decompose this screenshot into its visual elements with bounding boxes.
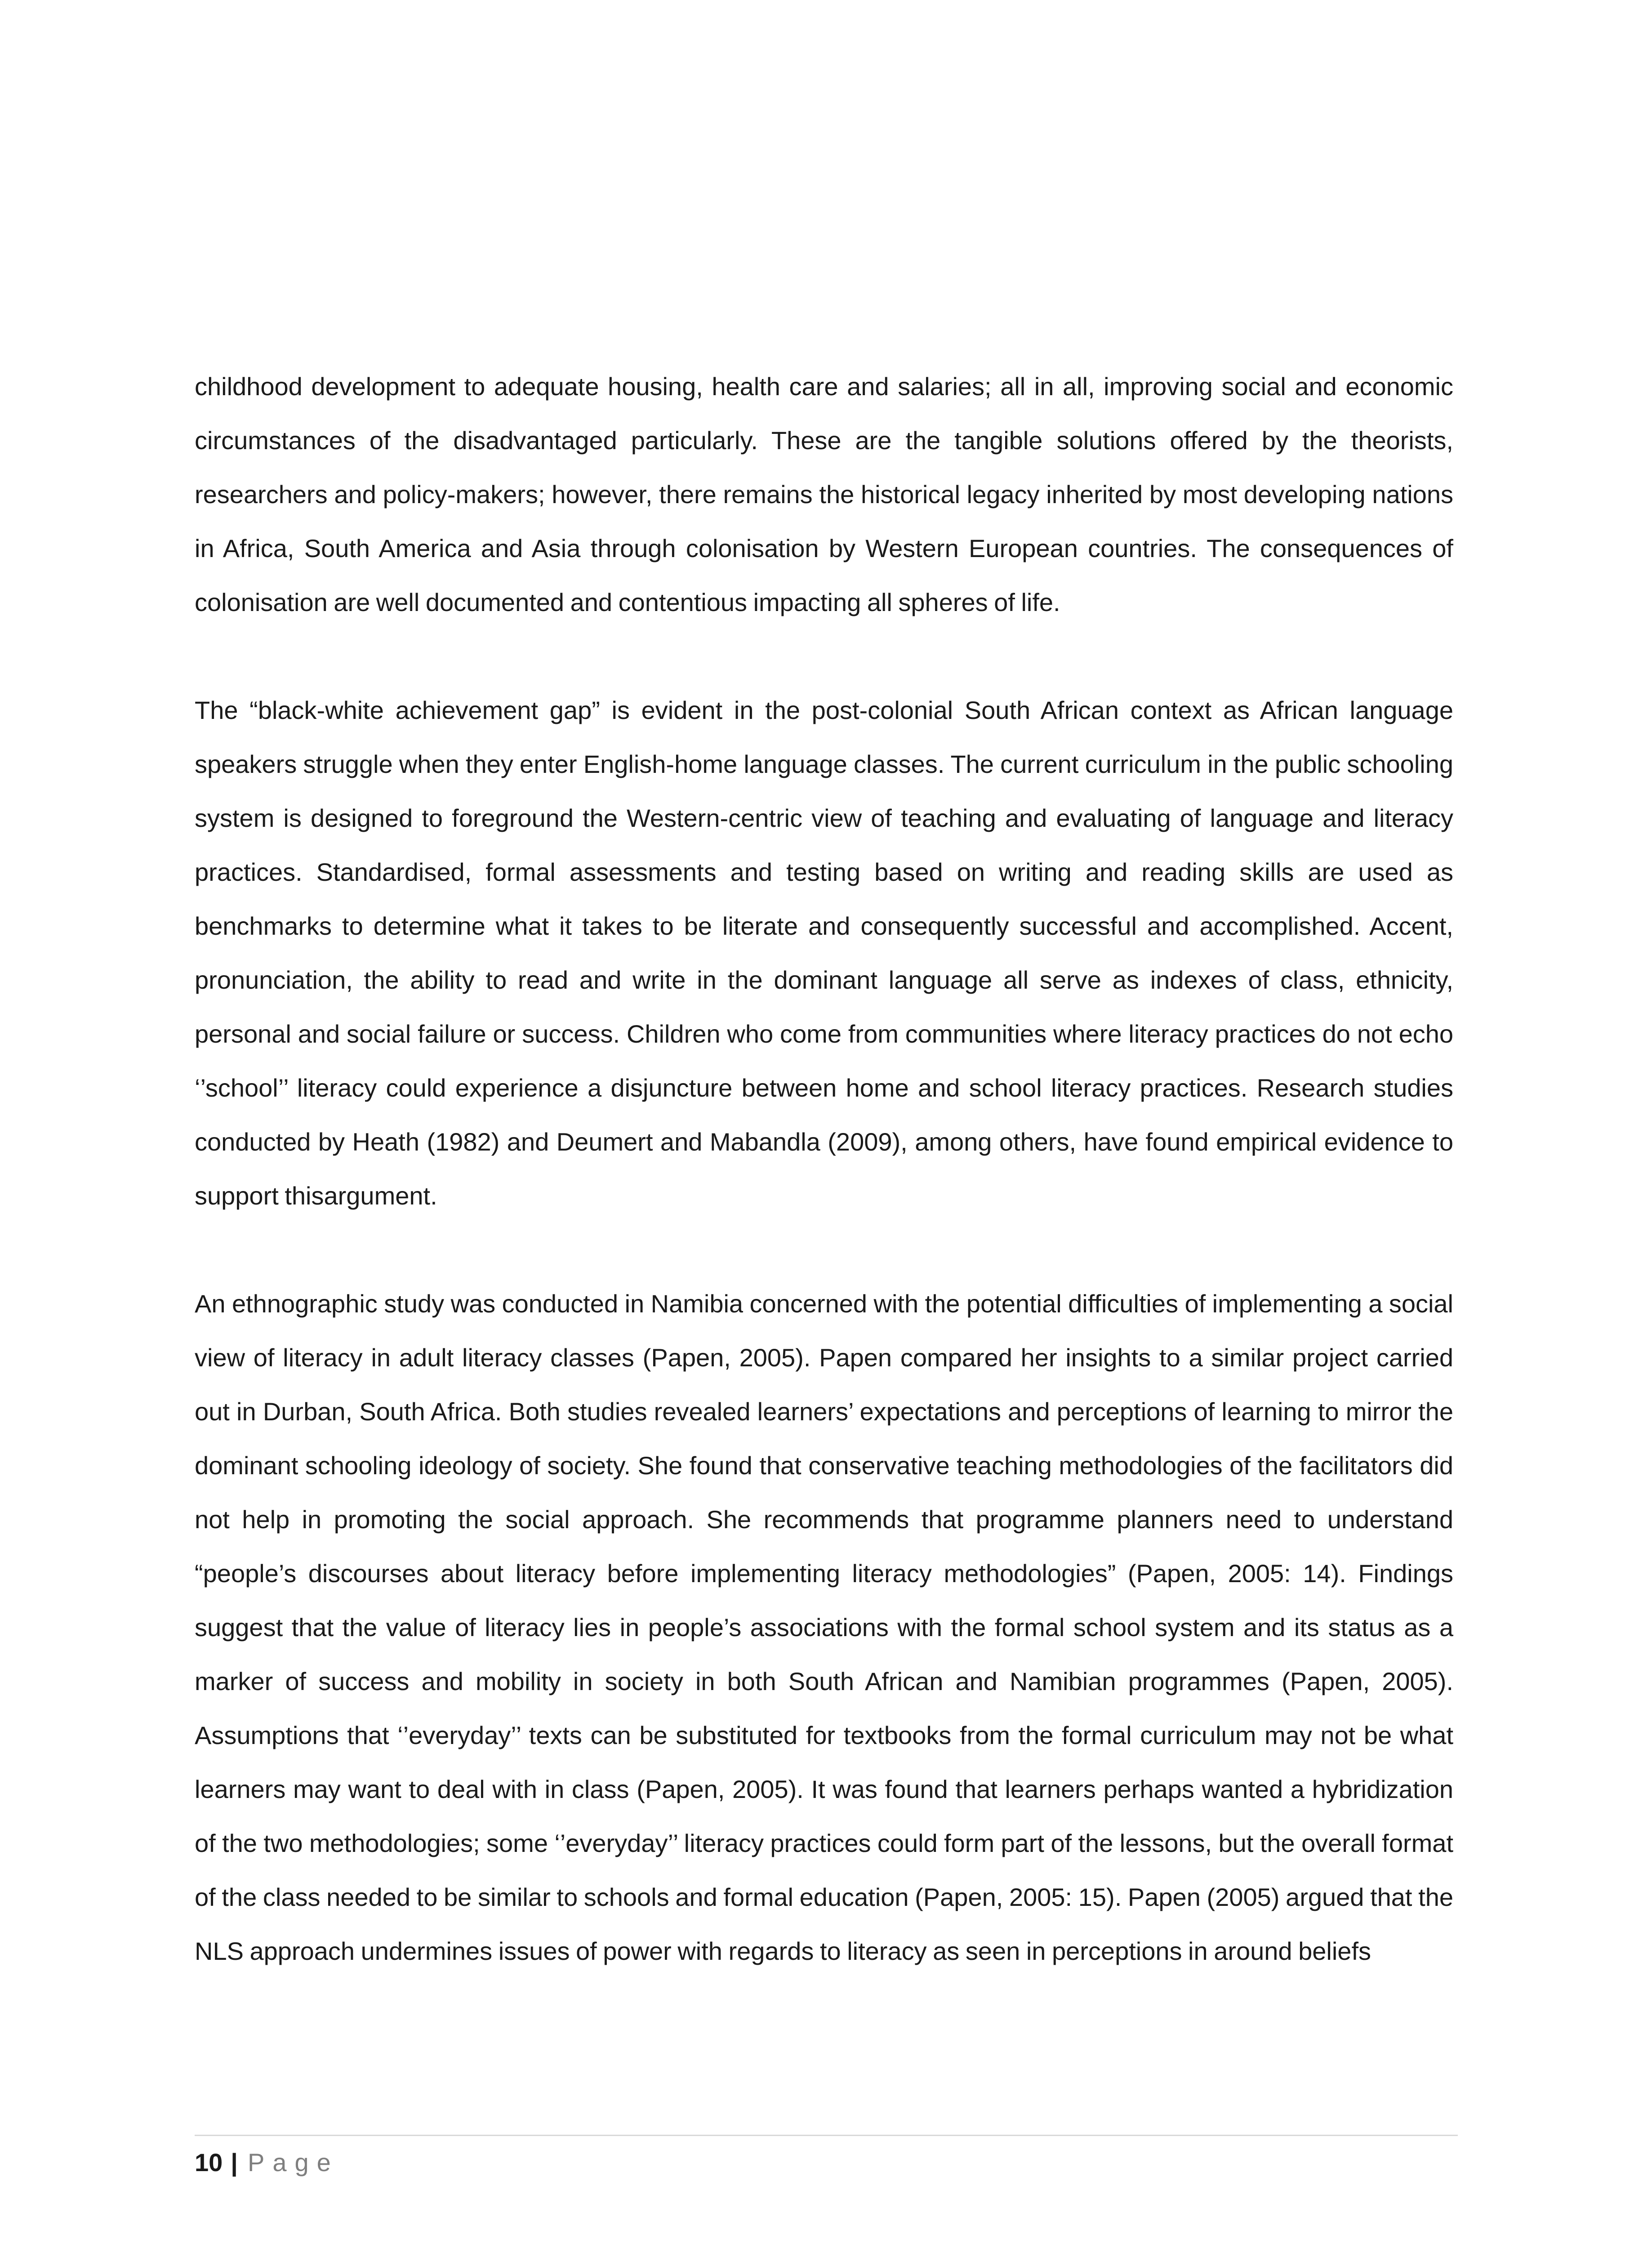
footer-divider	[195, 2135, 1458, 2136]
page-label: Page	[247, 2148, 339, 2177]
footer-separator: |	[231, 2148, 238, 2177]
paragraph-3: An ethnographic study was conducted in Namibia concerned with the potential difficulties of implementing a social view of literacy in adult literacy classes (Papen, 2005). Papen compared her insights to a similar project carried out in Durban, South Africa. Both studies revealed learners’ expectations and perceptions of learning to mirror the dominant schooling ideology of society. She found that conservative teaching methodologies of the facilitators did not help in promoting the social approach. She recommends that programme planners need to understand “people’s discourses about literacy before implementing literacy methodologies” (Papen, 2005: 14). Findings suggest that the value of literacy lies in people’s associations with the formal school system and its status as a marker of success and mobility in society in both South African and Namibian programmes (Papen, 2005). Assumptions that ‘’everyday’’ texts can be substituted for textbooks from the formal curriculum may not be what learners may want to deal with in class (Papen, 2005). It was found that learners perhaps wanted a hybridization of the two methodologies; some ‘’everyday’’ literacy practices could form part of the lessons, but the overall format of the class needed to be similar to schools and formal education (Papen, 2005: 15). Papen (2005) argued that the NLS approach undermines issues of power with regards to literacy as seen in perceptions in around beliefs	[195, 1289, 1453, 1965]
body-text	[195, 360, 1453, 1978]
paragraph-2: The “black-white achievement gap” is evident in the post-colonial South African context as African language speakers struggle when they enter English-home language classes. The current curriculum in the public schooling system is designed to foreground the Western-centric view of teaching and evaluating of language and literacy practices. Standardised, formal assessments and testing based on writing and reading skills are used as benchmarks to determine what it takes to be literate and consequently successful and accomplished. Accent, pronunciation, the ability to read and write in the dominant language all serve as indexes of class, ethnicity, personal and social failure or success. Children who come from communities where literacy practices do not echo ‘’school’’ literacy could experience a disjuncture between home and school literacy practices. Research studies conducted by Heath (1982) and Deumert and Mabandla (2009), among others, have found empirical evidence to support thisargument.	[195, 696, 1453, 1210]
page-footer	[195, 2145, 339, 2181]
paragraph-1: childhood development to adequate housing, health care and salaries; all in all, improving social and economic circumstances of the disadvantaged particularly. These are the tangible solutions offered by the theorists, researchers and policy-makers; however, there remains the historical legacy inherited by most developing nations in Africa, South America and Asia through colonisation by Western European countries. The consequences of colonisation are well documented and contentious impacting all spheres of life.	[195, 372, 1453, 616]
page-number: 10	[195, 2148, 223, 2177]
